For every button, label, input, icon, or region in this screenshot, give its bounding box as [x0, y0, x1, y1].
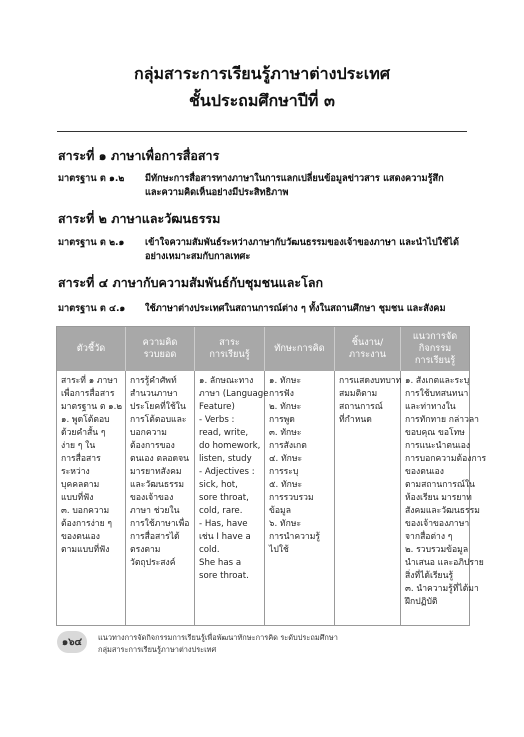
table-cell-line: ๓. บอกความ — [61, 506, 110, 516]
standard-text — [145, 302, 470, 316]
table-cell-line: มาตรฐาน ต ๑.๒ — [61, 402, 123, 412]
table-cell-line: การนำความรู้ — [269, 532, 321, 542]
table-cell-line: ที่กำหนด — [339, 415, 372, 425]
table-cell-line: การฟัง — [269, 389, 294, 399]
table-cell-line: ด้วยคำสั้น ๆ — [61, 428, 106, 438]
table-header-line: รวบยอด — [143, 349, 177, 360]
table-cell-line: ตนเอง ตลอดจน — [130, 454, 189, 464]
table-header-line: สาระ — [219, 337, 240, 348]
standard-text-line: มีทักษะการสื่อสารทางภาษาในการแลกเปลี่ยนข้อมูลข่าวสาร แสดงความรู้สึก — [145, 173, 444, 184]
learning-table — [56, 326, 487, 626]
table-cell-line: สถานการณ์ — [339, 402, 383, 412]
standard-code: มาตรฐาน ต ๑.๒ — [58, 173, 125, 184]
footer-line-1: แนวทางการจัดกิจกรรมการเรียนรู้เพื่อพัฒนาทักษะการคิด ระดับประถมศึกษา — [98, 633, 338, 642]
table-cell-line: ไปใช้ — [269, 545, 289, 555]
table-header-line: การเรียนรู้ — [414, 355, 456, 366]
table-cell-line: ๓. นำความรู้ที่ได้มา — [405, 584, 479, 594]
table-cell-line: การบอกความต้องการ — [405, 454, 487, 464]
page-title: กลุ่มสาระการเรียนรู้ภาษาต่างประเทศ — [134, 64, 390, 83]
standard-text-line: เข้าใจความสัมพันธ์ระหว่างภาษากับวัฒนธรรมของเจ้าของภาษา และนำไปใช้ได้ — [145, 237, 459, 248]
table-cell-line: การใช้ภาษาเพื่อ — [130, 519, 190, 529]
table-cell-line: การรู้คำศัพท์ — [130, 376, 177, 386]
standard-3 — [58, 302, 470, 318]
standard-2 — [58, 236, 470, 266]
table-header-line: การเรียนรู้ — [209, 349, 250, 360]
table-cell-line: การแนะนำตนเอง — [405, 441, 471, 451]
table-cell-line: ตามสถานการณ์ใน — [405, 480, 475, 490]
table-cell-line: She has a — [199, 558, 242, 568]
table-cell-line: สำนวนภาษา — [130, 389, 178, 399]
table-cell-line: ต้องการง่าย ๆ — [61, 519, 112, 529]
table-cell-line: บุคคลตาม — [61, 480, 100, 490]
standard-code: มาตรฐาน ต ๔.๑ — [58, 303, 126, 314]
table-cell-concept — [126, 371, 195, 625]
table-header-tasks — [335, 327, 401, 371]
strand-heading-1: สาระที่ ๑ ภาษาเพื่อการสื่อสาร — [58, 148, 220, 163]
table-cell-indicators — [57, 371, 126, 625]
standard-text-line: ใช้ภาษาต่างประเทศในสถานการณ์ต่าง ๆ ทั้งในสถานศึกษา ชุมชน และสังคม — [145, 303, 446, 314]
table-header-thinking-skills — [265, 327, 335, 371]
table-cell-line: sore throat, — [199, 493, 249, 503]
table-cell-line: ระหว่าง — [61, 467, 90, 477]
table-cell-line: ๒. ทักษะ — [269, 402, 302, 412]
table-cell-line: การสื่อสารได้ — [130, 532, 180, 542]
table-cell-line: บอกความ — [130, 428, 167, 438]
table-cell-activities — [401, 371, 487, 625]
table-cell-line: สิ่งที่ได้เรียนรู้ — [405, 571, 454, 581]
table-cell-line: การพูด — [269, 415, 295, 425]
table-cell-line: ๖. ทักษะ — [269, 519, 302, 529]
table-cell-line: ของตนเอง — [405, 467, 444, 477]
standard-text-line: อย่างเหมาะสมกับกาลเทศะ — [145, 251, 251, 262]
table-cell-line: ตรงตาม — [130, 545, 161, 555]
table-cell-line: การโต้ตอบและ — [130, 415, 187, 425]
table-cell-line: ๔. ทักษะ — [269, 454, 303, 464]
table-cell-line: แบบที่ฟัง — [61, 493, 94, 503]
table-cell-line: cold. — [199, 545, 220, 555]
table-cell-line: จากสื่อต่าง ๆ — [405, 532, 453, 542]
table-cell-line: การแสดงบทบาท — [339, 376, 402, 386]
table-cell-line: - Adjectives : — [199, 467, 255, 477]
table-cell-line: Feature) — [199, 402, 235, 412]
table-cell-content — [195, 371, 269, 625]
table-cell-line: การสื่อสาร — [61, 454, 101, 464]
table-cell-line: ๕. ทักษะ — [269, 480, 303, 490]
table-cell-line: ต้องการของ — [130, 441, 175, 451]
table-cell-line: เพื่อการสื่อสาร — [61, 389, 115, 399]
table-cell-line: ๑. ทักษะ — [269, 376, 302, 386]
table-cell-line: สมมติตาม — [339, 389, 378, 399]
table-header-line: ทักษะการคิด — [274, 343, 325, 354]
table-cell-line: do homework, — [199, 441, 261, 451]
table-cell-line: read, write, — [199, 428, 249, 438]
table-cell-line: ๒. รวบรวมข้อมูล — [405, 545, 469, 555]
standard-text — [145, 172, 470, 200]
table-cell-line: สังคมและวัฒนธรรม — [405, 506, 480, 516]
table-header-line: ความคิด — [142, 337, 178, 348]
table-header-content — [195, 327, 265, 371]
table-cell-line: ตามแบบที่ฟัง — [61, 545, 110, 555]
table-cell-line: การสังเกต — [269, 441, 307, 451]
page-number-badge: ๑๖๔ — [57, 631, 87, 653]
footer-line-2: กลุ่มสาระการเรียนรู้ภาษาต่างประเทศ — [98, 645, 217, 654]
table-cell-line: ประโยคที่ใช้ใน — [130, 402, 186, 412]
table-cell-line: cold, rare. — [199, 506, 243, 516]
table-cell-tasks — [335, 371, 401, 625]
table-cell-line: นำเสนอ และอภิปราย — [405, 558, 484, 568]
table-cell-line: sore throat. — [199, 571, 249, 581]
table-cell-line: ๑. สังเกตและระบุ — [405, 376, 470, 386]
table-cell-thinking-skills — [265, 371, 335, 625]
table-cell-line: ของเจ้าของ — [130, 493, 174, 503]
standard-text-line: และความคิดเห็นอย่างมีประสิทธิภาพ — [145, 187, 289, 198]
table-cell-line: - Has, have — [199, 519, 248, 529]
table-cell-line: สาระที่ ๑ ภาษา — [61, 376, 118, 386]
table-cell-line: เช่น I have a — [199, 532, 251, 542]
table-header-activities — [401, 327, 469, 371]
table-cell-line: การระบุ — [269, 467, 299, 477]
table-cell-line: ๓. ทักษะ — [269, 428, 302, 438]
table-cell-line: และท่าทางใน — [405, 402, 456, 412]
table-cell-line: การรวบรวม — [269, 493, 314, 503]
table-header-line: แนวการจัดกิจกรรม — [412, 331, 458, 354]
table-cell-line: ฝึกปฏิบัติ — [405, 597, 438, 607]
table-cell-line: listen, study — [199, 454, 252, 464]
table-cell-line: ห้องเรียน มารยาท — [405, 493, 472, 503]
standard-1 — [58, 172, 470, 202]
table-cell-line: ของตนเอง — [61, 532, 100, 542]
table-cell-line: วัตถุประสงค์ — [130, 558, 176, 568]
standard-code: มาตรฐาน ต ๒.๑ — [58, 237, 125, 248]
table-cell-line: sick, hot, — [199, 480, 238, 490]
table-cell-line: ภาษา ช่วยใน — [130, 506, 180, 516]
table-header-concept — [126, 327, 195, 371]
table-cell-line: ของเจ้าของภาษา — [405, 519, 470, 529]
table-cell-line: การทักทาย กล่าวลา — [405, 415, 479, 425]
table-cell-line: ง่าย ๆ ใน — [61, 441, 96, 451]
table-cell-line: ๑. พูดโต้ตอบ — [61, 415, 110, 425]
strand-heading-2: สาระที่ ๒ ภาษาและวัฒนธรรม — [58, 211, 221, 226]
table-cell-line: ข้อมูล — [269, 506, 291, 516]
table-cell-line: ภาษา (Language — [199, 389, 269, 399]
table-cell-line: - Verbs : — [199, 415, 235, 425]
standard-text — [145, 236, 470, 264]
table-cell-line: มารยาทสังคม — [130, 467, 182, 477]
table-cell-line: ขอบคุณ ขอโทษ — [405, 428, 465, 438]
table-cell-line: และวัฒนธรรม — [130, 480, 185, 490]
page-subtitle: ชั้นประถมศึกษาปีที่ ๓ — [189, 91, 335, 110]
table-cell-line: การใช้บทสนทนา — [405, 389, 469, 399]
table-header-indicators — [57, 327, 126, 371]
title-divider — [57, 131, 467, 132]
table-header-line: ตัวชี้วัด — [76, 343, 106, 354]
table-header-line: ชิ้นงาน/ — [351, 337, 384, 348]
table-header-line: ภาระงาน — [348, 349, 386, 360]
strand-heading-4: สาระที่ ๔ ภาษากับความสัมพันธ์กับชุมชนและโลก — [58, 275, 324, 290]
table-cell-line: ๑. ลักษณะทาง — [199, 376, 254, 386]
